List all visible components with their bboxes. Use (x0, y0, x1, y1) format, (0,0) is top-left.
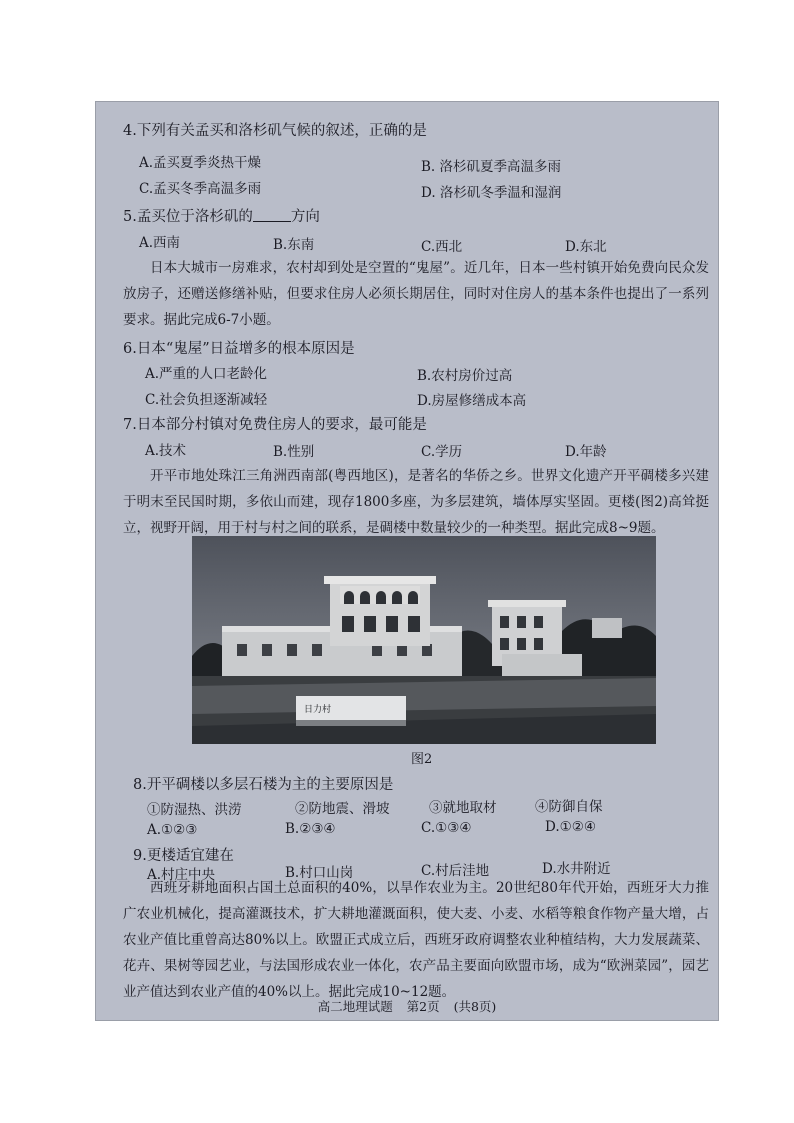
question-5-stem (123, 205, 320, 226)
question-9-option-c: C.村后洼地 (421, 863, 490, 879)
question-4-option-c: C.孟买冬季高温多雨 (139, 181, 262, 197)
question-4-option-d: D. 洛杉矶冬季温和湿润 (421, 185, 562, 201)
question-7-option-b: B.性别 (273, 444, 315, 460)
question-6-option-a: A.严重的人口老龄化 (145, 366, 268, 382)
question-8-option-a: A.①②③ (147, 822, 198, 838)
question-9-option-a: A.村庄中央 (147, 867, 216, 883)
question-6-stem: 6.日本“鬼屋”日益增多的根本原因是 (123, 341, 355, 357)
question-5-option-a: A.西南 (139, 235, 181, 251)
passage-kaiping-diaolou: 开平市地处珠江三角洲西南部(粤西地区)，是著名的华侨之乡。世界文化遗产开平碉楼多兴建于明末至民国时期，多依山而建，现存1800多座，为多层建筑，墙体厚实坚固。更楼(图2)高耸挺立，视野开阔，用于村与村之间的联系，是碉楼中数量较少的一种类型。据此完成8~9题。 (123, 468, 709, 536)
question-5-stem-before: 5.孟买位于洛杉矶的 (123, 209, 253, 225)
question-8-item-4: ④防御自保 (535, 799, 603, 815)
question-8-option-c: C.①③④ (421, 820, 472, 836)
exam-page (95, 101, 719, 1021)
question-4-stem: 4.下列有关孟买和洛杉矶气候的叙述，正确的是 (123, 123, 427, 139)
question-6-option-b: B.农村房价过高 (417, 368, 513, 384)
diaolou-photo-drawing (192, 536, 656, 744)
question-8-item-3: ③就地取材 (429, 800, 497, 816)
question-8-item-1: ①防湿热、洪涝 (147, 802, 242, 818)
diaolou-photo (192, 536, 656, 744)
question-7-option-a: A.技术 (145, 443, 187, 459)
question-4-option-a: A.孟买夏季炎热干燥 (139, 155, 262, 171)
question-9-option-d: D.水井附近 (542, 861, 611, 877)
question-7-option-c: C.学历 (421, 444, 463, 460)
question-9-option-b: B.村口山岗 (285, 865, 354, 881)
question-8-item-2: ②防地震、滑坡 (295, 801, 390, 817)
question-4-option-b: B. 洛杉矶夏季高温多雨 (421, 159, 562, 175)
question-8-option-d: D.①②④ (545, 819, 596, 835)
figure-caption: 图2 (411, 752, 433, 767)
sign-text: 日力村 (304, 705, 332, 715)
question-6-option-c: C.社会负担逐渐减轻 (145, 392, 268, 408)
question-8-option-b: B.②③④ (285, 821, 336, 837)
question-9-stem: 9.更楼适宜建在 (133, 848, 234, 864)
question-7-option-d: D.年龄 (565, 444, 607, 460)
question-8-stem: 8.开平碉楼以多层石楼为主的主要原因是 (133, 777, 394, 793)
passage-spain-agriculture: 西班牙耕地面积占国土总面积的40%，以旱作农业为主。20世纪80年代开始，西班牙大力推广农业机械化，提高灌溉技术，扩大耕地灌溉面积，使大麦、小麦、水稻等粮食作物产量大增，占农业产值比重曾高达80%以上。欧盟正式成立后，西班牙政府调整农业种植结构，大力发展蔬菜、花卉、果树等园艺业，与法国形成农业一体化，农产品主要面向欧盟市场，成为“欧洲菜园”，园艺业产值达到农业产值的40%以上。据此完成10~12题。 (123, 880, 709, 1000)
page-footer: 高二地理试题 第2页 (共8页) (317, 999, 497, 1014)
question-6-option-d: D.房屋修缮成本高 (417, 393, 527, 409)
question-5-option-b: B.东南 (273, 237, 315, 253)
question-5-option-d: D.东北 (565, 239, 607, 255)
question-5-option-c: C.西北 (421, 239, 463, 255)
question-5-stem-after: 方向 (290, 209, 320, 225)
question-7-stem: 7.日本部分村镇对免费住房人的要求，最可能是 (123, 417, 427, 433)
answer-blank (253, 209, 291, 222)
passage-japan-ghost-houses: 日本大城市一房难求，农村却到处是空置的“鬼屋”。近几年，日本一些村镇开始免费向民众发放房子，还赠送修缮补贴，但要求住房人必须长期居住，同时对住房人的基本条件也提出了一系列要求。据此完成6-7小题。 (123, 260, 709, 328)
